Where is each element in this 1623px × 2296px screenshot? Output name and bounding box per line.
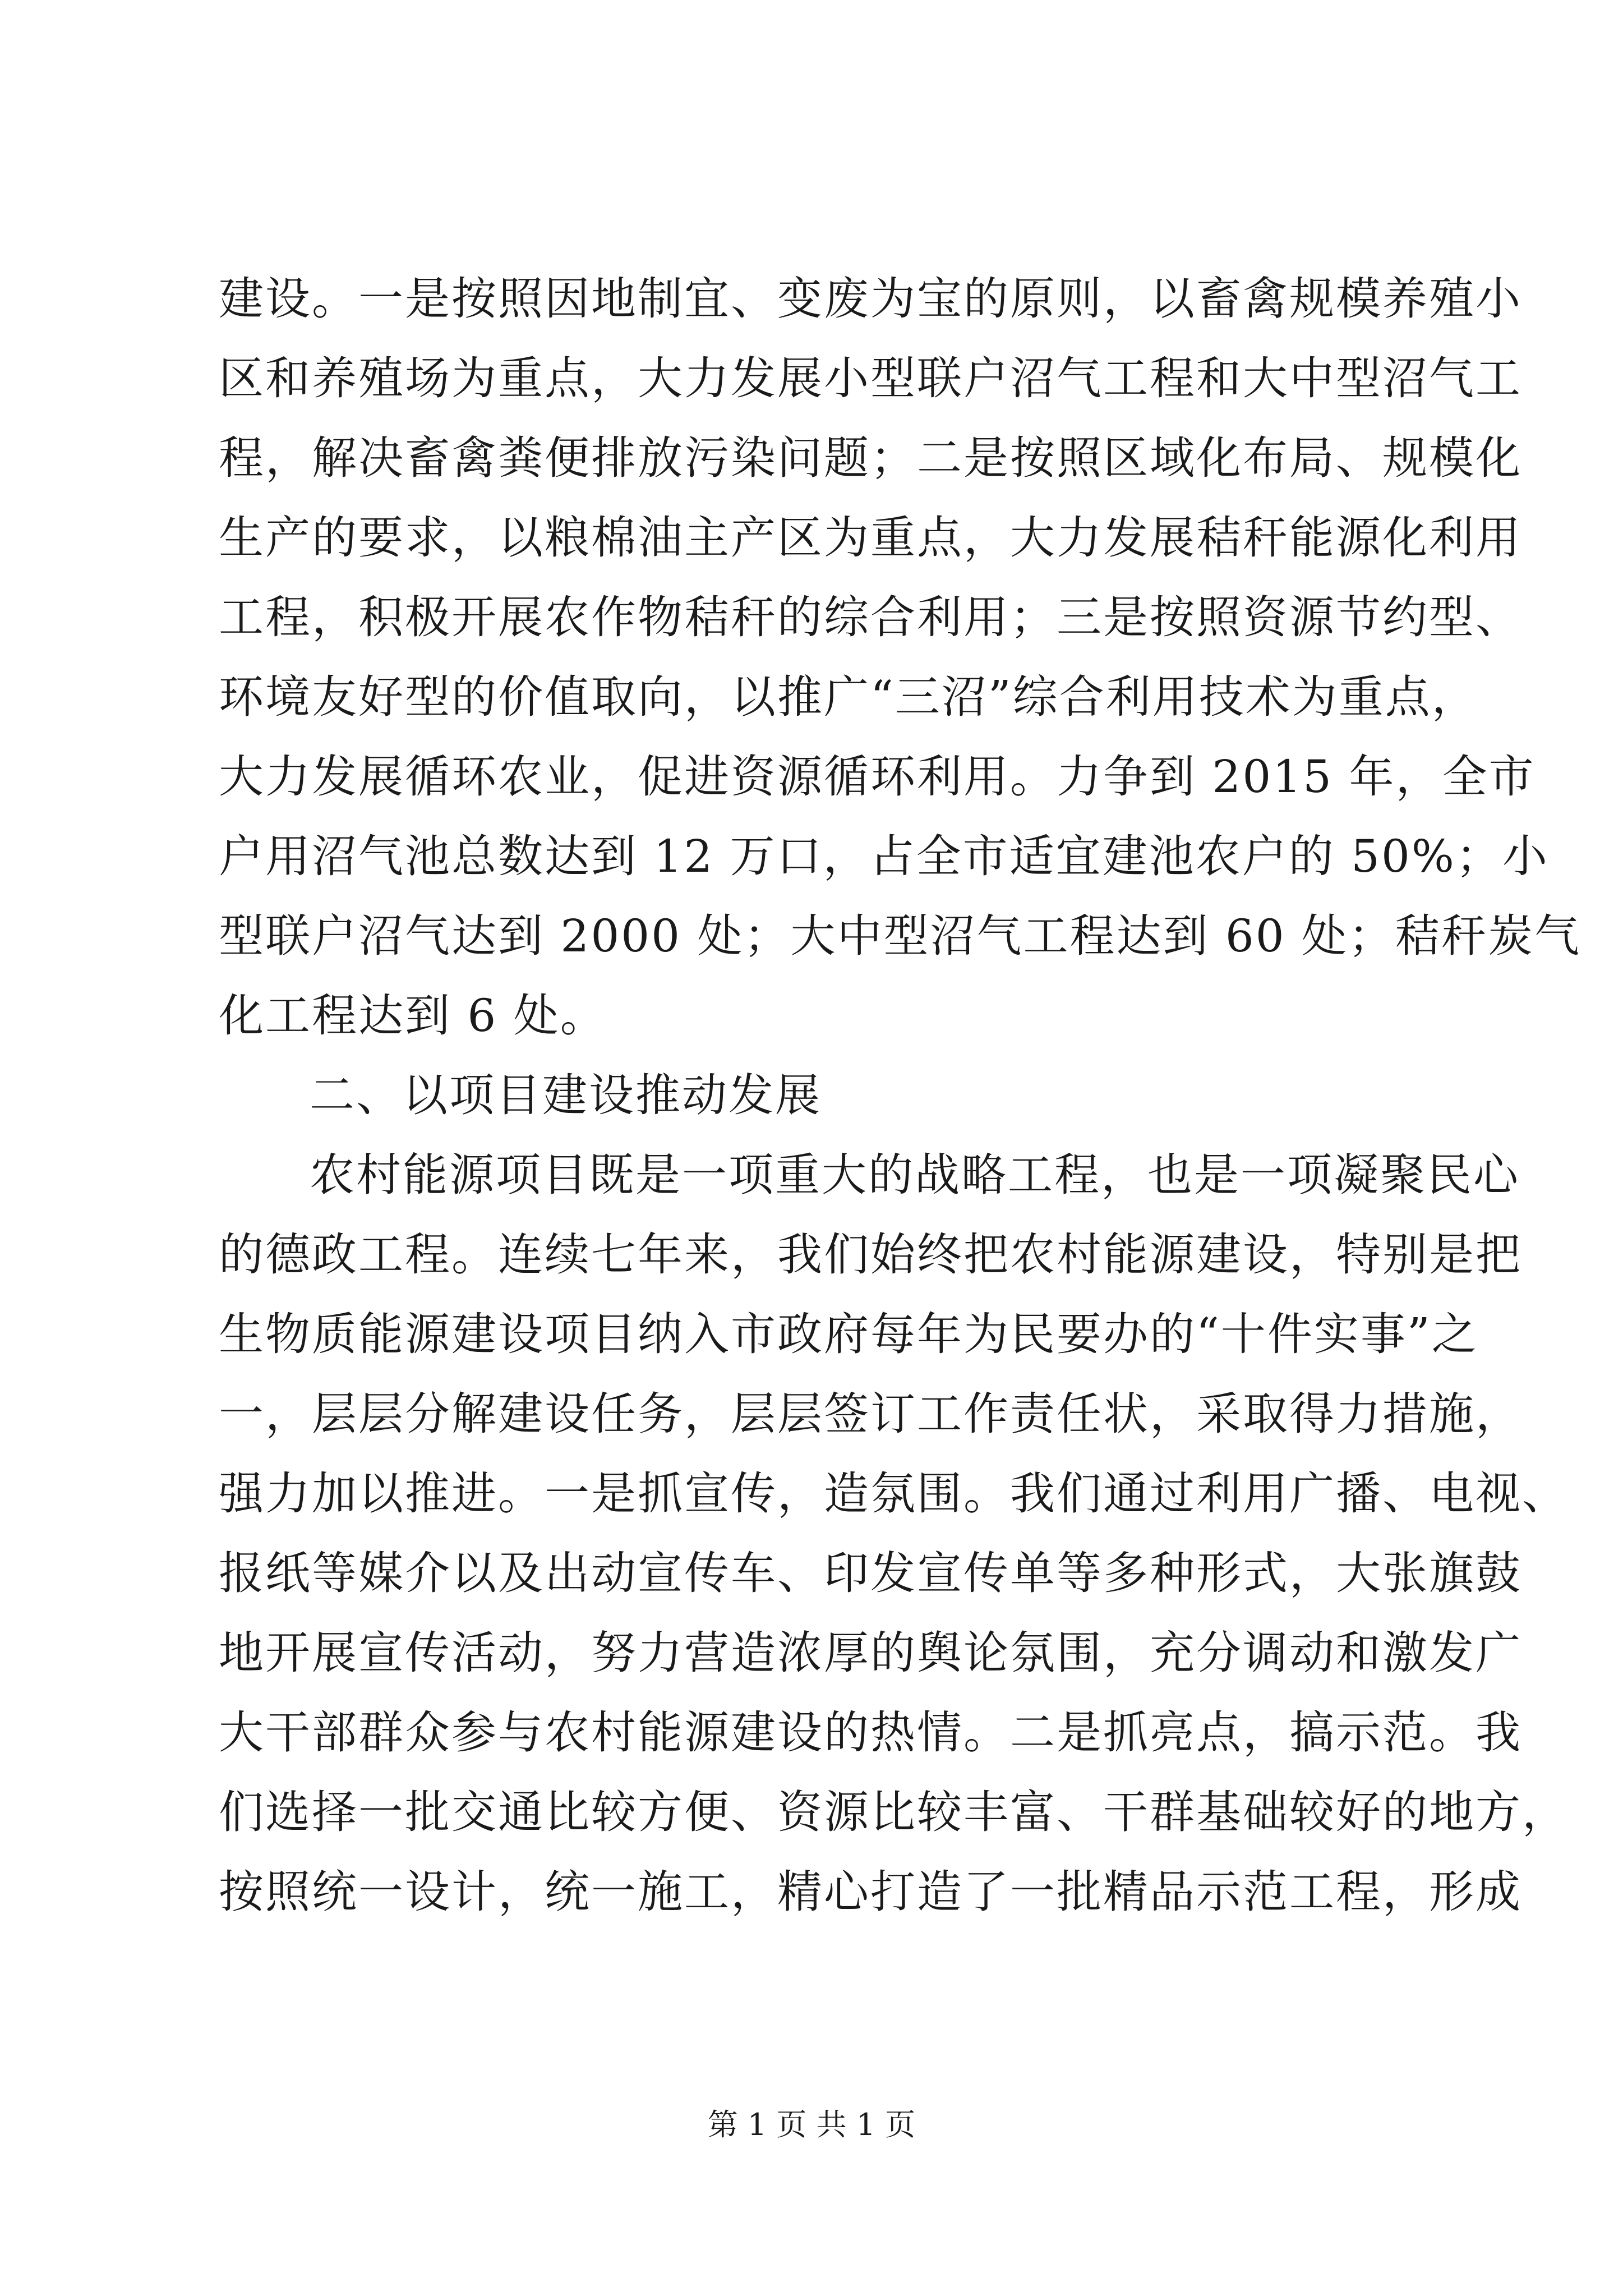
paragraph-line: 报纸等媒介以及出动宣传车、印发宣传单等多种形式，大张旗鼓 xyxy=(219,1547,1522,1599)
paragraph-line: 程，解决畜禽粪便排放污染问题；二是按照区域化布局、规模化 xyxy=(219,432,1522,484)
paragraph-line: 生产的要求，以粮棉油主产区为重点，大力发展秸秆能源化利用 xyxy=(219,512,1522,564)
section-heading: 二、以项目建设推动发展 xyxy=(310,1069,822,1121)
paragraph-line: 农村能源项目既是一项重大的战略工程，也是一项凝聚民心 xyxy=(310,1149,1520,1201)
paragraph-line: 区和养殖场为重点，大力发展小型联户沼气工程和大中型沼气工 xyxy=(219,352,1522,404)
paragraph-line: 强力加以推进。一是抓宣传，造氛围。我们通过利用广播、电视、 xyxy=(219,1467,1569,1520)
paragraph-line: 建设。一是按照因地制宜、变废为宝的原则，以畜禽规模养殖小 xyxy=(219,273,1522,325)
paragraph-line: 化工程达到 6 处。 xyxy=(219,990,607,1042)
paragraph-line: 地开展宣传活动，努力营造浓厚的舆论氛围，充分调动和激发广 xyxy=(219,1627,1522,1679)
paragraph-line: 按照统一设计，统一施工，精心打造了一批精品示范工程，形成 xyxy=(219,1866,1522,1918)
paragraph-line: 环境友好型的价值取向，以推广“三沼”综合利用技术为重点， xyxy=(219,671,1478,723)
paragraph-line: 户用沼气池总数达到 12 万口，占全市适宜建池农户的 50%；小 xyxy=(219,830,1549,882)
paragraph-line: 大力发展循环农业，促进资源循环利用。力争到 2015 年，全市 xyxy=(219,751,1536,803)
document-body xyxy=(219,259,1581,1932)
paragraph-line: 的德政工程。连续七年来，我们始终把农村能源建设，特别是把 xyxy=(219,1228,1522,1281)
paragraph-line: 生物质能源建设项目纳入市政府每年为民要办的“十件实事”之 xyxy=(219,1308,1478,1360)
page-number-footer: 第 1 页 共 1 页 xyxy=(707,2107,916,2142)
paragraph-line: 们选择一批交通比较方便、资源比较丰富、干群基础较好的地方， xyxy=(219,1786,1569,1838)
paragraph-line: 大干部群众参与农村能源建设的热情。二是抓亮点，搞示范。我 xyxy=(219,1706,1522,1759)
paragraph-line: 工程，积极开展农作物秸秆的综合利用；三是按照资源节约型、 xyxy=(219,591,1522,643)
paragraph-line: 一，层层分解建设任务，层层签订工作责任状，采取得力措施， xyxy=(219,1388,1522,1440)
paragraph-line: 型联户沼气达到 2000 处；大中型沼气工程达到 60 处；秸秆炭气 xyxy=(219,910,1581,962)
